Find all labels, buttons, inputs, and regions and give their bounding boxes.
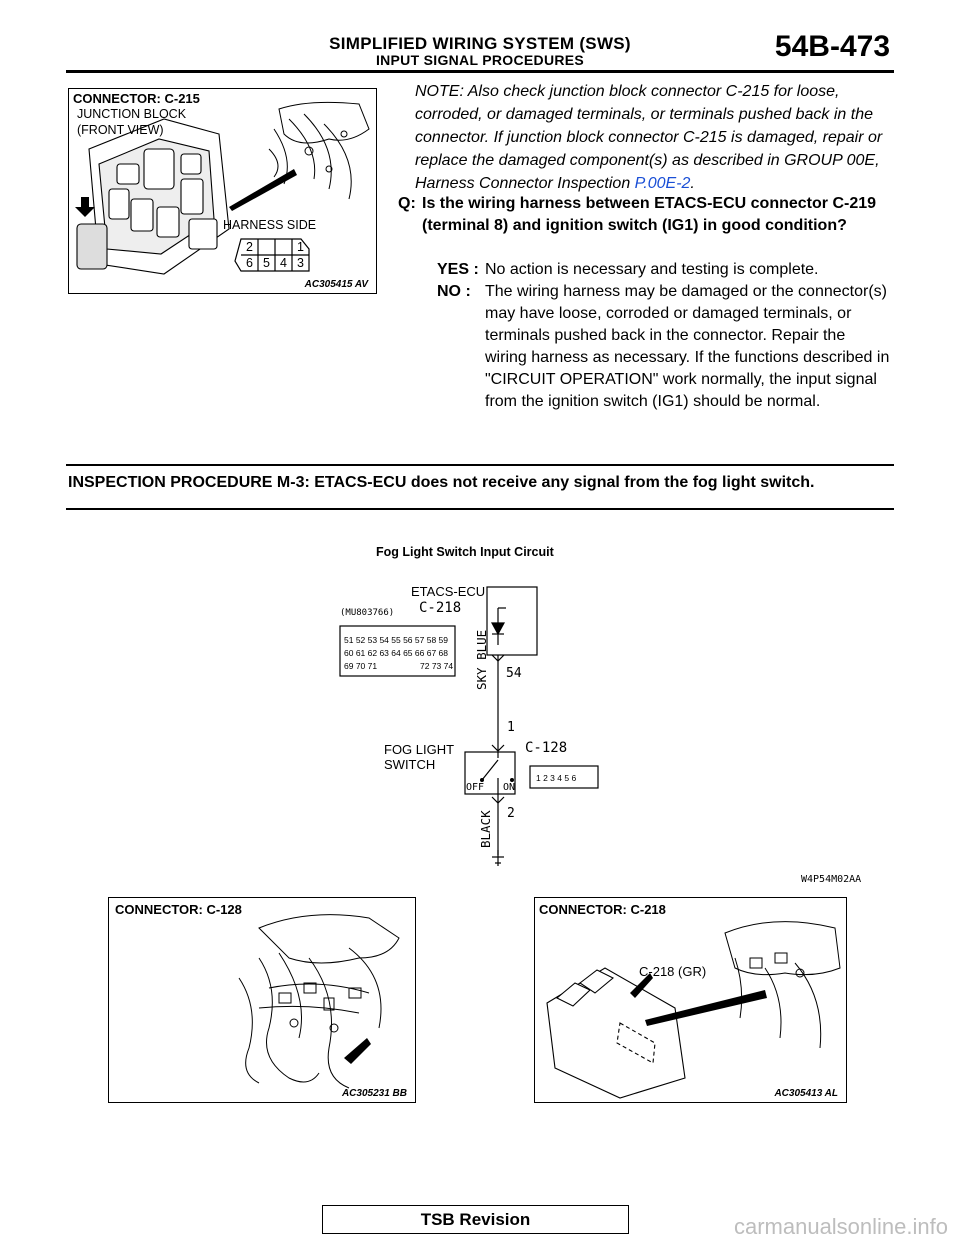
svg-text:60 61 62 63 64 65 66 67 68: 60 61 62 63 64 65 66 67 68 <box>344 648 448 658</box>
wire-sky-blue: SKY BLUE <box>474 629 489 690</box>
yes-text: No action is necessary and testing is complete. <box>485 261 819 278</box>
connector-label: CONNECTOR: C-128 <box>115 902 242 917</box>
svg-text:69 70 71: 69 70 71 <box>344 661 378 671</box>
pin-label: 1 <box>297 240 304 254</box>
question-key: Q: <box>398 195 416 212</box>
section-subtitle: INPUT SIGNAL PROCEDURES <box>375 52 585 68</box>
svg-text:72 73 74: 72 73 74 <box>420 661 454 671</box>
callout-label: C-218 (GR) <box>639 964 707 979</box>
figure-code: AC305415 AV <box>304 279 368 290</box>
ecu-box <box>487 587 537 655</box>
fog-light-circuit-diagram <box>300 570 900 890</box>
pointer-icon <box>344 1038 371 1064</box>
dashboard-harness-illustration <box>109 898 415 1102</box>
circuit-title: Fog Light Switch Input Circuit <box>376 545 554 559</box>
inspection-rule-top <box>66 464 894 466</box>
switch-label-1: FOG LIGHT <box>384 742 455 757</box>
header-rule <box>66 70 894 73</box>
wire-black: BLACK <box>478 810 493 848</box>
arrow-icon <box>75 197 95 217</box>
svg-text:1 2 3 4 5 6: 1 2 3 4 5 6 <box>536 773 577 783</box>
connector-label: CONNECTOR: C-215 <box>73 91 200 106</box>
note-text <box>415 80 890 195</box>
part-number: (MU803766) <box>340 608 395 618</box>
question <box>398 193 888 237</box>
ecu-label: ETACS-ECU <box>411 584 486 599</box>
figure-code: AC305413 AL <box>774 1088 838 1099</box>
ecu-connector-label: C-218 <box>419 600 462 616</box>
figure-connector-c128 <box>108 897 416 1103</box>
yes-key: YES : <box>437 261 479 278</box>
view-label: (FRONT VIEW) <box>77 123 164 137</box>
harness-side-label: HARNESS SIDE <box>223 218 317 232</box>
no-key: NO : <box>437 283 471 300</box>
note-link[interactable]: P.00E-2 <box>634 175 691 192</box>
note-body: NOTE: Also check junction block connector C-215 for loose, corroded, or damaged terminals, or terminals pushed back in the connector. If junction block connector C-215 is damaged, repair or replace the damaged component(s) as described in GROUP 00E, Harness Connector Inspection <box>415 83 883 192</box>
watermark: carmanualsonline.info <box>733 1214 948 1239</box>
switch-label-2: SWITCH <box>384 757 436 772</box>
pin-label: 3 <box>297 256 304 270</box>
switch-off-label: OFF <box>466 782 485 793</box>
figure-connector-c215 <box>68 88 377 294</box>
inspection-rule-bottom <box>66 508 894 510</box>
pin-label: 5 <box>263 256 270 270</box>
switch-connector-pins <box>536 773 576 783</box>
page-number: 54B-473 <box>774 30 890 63</box>
ecu-connector-pins <box>344 635 453 671</box>
pointer-icon <box>229 169 297 211</box>
svg-text:51 52 53 54 55 56 57 58 59: 51 52 53 54 55 56 57 58 59 <box>344 635 448 645</box>
pin-label: 4 <box>280 256 287 270</box>
connector-label: CONNECTOR: C-218 <box>539 902 666 917</box>
section-title: SIMPLIFIED WIRING SYSTEM (SWS) <box>329 34 631 53</box>
inspection-title: INSPECTION PROCEDURE M-3: ETACS-ECU does not receive any signal from the fog light switch. <box>68 474 815 491</box>
switch-connector-label: C-128 <box>525 740 568 756</box>
switch-on-label: ON <box>503 782 516 793</box>
junction-label: JUNCTION BLOCK <box>77 107 187 121</box>
figure-code: AC305231 BB <box>341 1088 407 1099</box>
tsb-revision: TSB Revision <box>322 1205 629 1234</box>
terminal-2: 2 <box>507 806 515 821</box>
diode-icon <box>492 623 504 634</box>
answer-yes <box>437 259 892 281</box>
no-text: The wiring harness may be damaged or the connector(s) may have loose, corroded or damaged terminals, or terminals pushed back in the connector. Repair the wiring harness as necessary. If the functions described in "CIRCUIT OPERATION" work normally, the input signal from the ignition switch (IG1) should be normal. <box>485 283 890 410</box>
etacs-ecu-illustration <box>535 898 846 1102</box>
pin-label: 2 <box>246 240 253 254</box>
note-end: . <box>690 175 695 192</box>
answer-no <box>437 281 892 413</box>
circuit-code: W4P54M02AA <box>801 874 862 885</box>
terminal-54: 54 <box>506 666 522 681</box>
figure-connector-c218 <box>534 897 847 1103</box>
pin-label: 6 <box>246 256 253 270</box>
question-text: Is the wiring harness between ETACS-ECU connector C-219 (terminal 8) and ignition switch (IG1) in good condition? <box>422 195 877 234</box>
terminal-1: 1 <box>507 720 515 735</box>
